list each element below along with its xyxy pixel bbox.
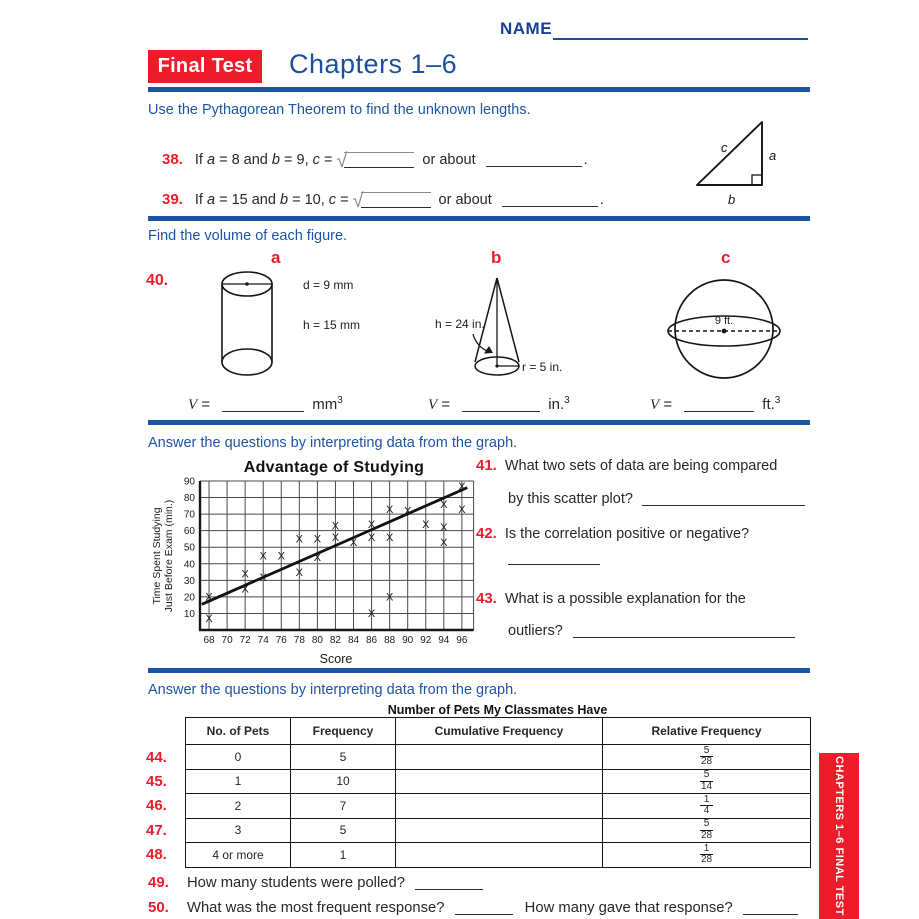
question-49: 49. How many students were polled? — [148, 874, 483, 891]
question-41-number: 41. — [476, 457, 497, 474]
figure-c-letter: c — [721, 248, 731, 267]
chart-ylabel-line2: Just Before Exam (min.) — [163, 499, 175, 613]
svg-text:30: 30 — [183, 575, 195, 587]
chapter-side-tab-label: CHAPTERS 1–6 FINAL TEST — [833, 756, 845, 916]
svg-text:76: 76 — [275, 634, 287, 646]
svg-text:40: 40 — [183, 559, 195, 571]
svg-text:80: 80 — [183, 493, 195, 505]
triangle-label-b: b — [728, 192, 736, 207]
scatter-instruction: Answer the questions by interpreting data from the graph. — [148, 435, 518, 451]
question-49-number: 49. — [148, 874, 169, 891]
scatter-point: X — [458, 503, 466, 516]
cone-height-label: h = 24 in. — [435, 317, 485, 331]
cell-pets: 4 or more — [186, 843, 291, 868]
scatter-point: X — [313, 533, 322, 546]
scatter-point: X — [331, 520, 340, 533]
scatter-point: X — [295, 533, 304, 546]
col-header-frequency: Frequency — [291, 718, 396, 745]
svg-text:86: 86 — [366, 634, 378, 646]
chart-plot-area — [184, 477, 474, 646]
cone-figure — [415, 262, 595, 392]
radical-answer-blank[interactable]: √ — [336, 152, 414, 168]
volume-answer-c: V = ft.$^3$ — [650, 395, 781, 413]
col-header-pets: No. of Pets — [186, 718, 291, 745]
cell-frequency: 5 — [291, 818, 396, 843]
chart-ylabel-line1: Time Spent Studying — [151, 507, 163, 605]
svg-text:72: 72 — [239, 634, 251, 646]
chart-xlabel: Score — [319, 652, 353, 666]
question-41: 41. What two sets of data are being compared — [476, 457, 778, 474]
svg-text:20: 20 — [183, 592, 195, 604]
cell-frequency: 5 — [291, 745, 396, 770]
cell-relative-frequency: $\frac{5}{28}$ — [603, 818, 811, 843]
question-43: 43. What is a possible explanation for the — [476, 590, 746, 607]
scatter-point: X — [440, 498, 448, 511]
svg-text:70: 70 — [183, 509, 195, 521]
svg-text:50: 50 — [183, 542, 195, 554]
question-41-line2: by this scatter plot? — [508, 491, 805, 507]
sphere-diameter-label: 9 ft. — [714, 315, 734, 327]
row-number-label: 47. — [146, 821, 167, 839]
pythagorean-instruction: Use the Pythagorean Theorem to find the unknown lengths. — [148, 102, 531, 118]
scatter-point: X — [313, 551, 322, 564]
scatter-point: X — [259, 571, 267, 584]
answer-blank[interactable] — [743, 901, 798, 915]
table-title: Number of Pets My Classmates Have — [387, 703, 608, 717]
cell-cumulative[interactable] — [396, 745, 603, 770]
scatter-point: X — [385, 503, 394, 516]
volume-answer-a: $V = mm^3$ — [188, 395, 343, 413]
scatter-point: X — [422, 518, 430, 531]
scatter-point: X — [458, 480, 466, 493]
cell-pets: 0 — [186, 745, 291, 770]
page-title: Chapters 1–6 — [289, 49, 458, 79]
answer-blank[interactable] — [486, 153, 582, 167]
scatter-point: X — [367, 518, 376, 531]
pets-table-wrap — [185, 717, 811, 868]
svg-text:90: 90 — [183, 476, 195, 488]
col-header-relative: Relative Frequency — [603, 718, 811, 745]
answer-blank[interactable] — [415, 876, 483, 890]
question-50-number: 50. — [148, 899, 169, 916]
answer-blank[interactable] — [642, 492, 805, 506]
scatter-chart — [148, 456, 480, 670]
svg-text:96: 96 — [456, 634, 468, 646]
cell-relative-frequency: $\frac{5}{28}$ — [603, 745, 811, 770]
right-angle-marker — [752, 175, 762, 185]
right-triangle-figure — [688, 112, 810, 212]
name-label: NAME — [500, 19, 553, 38]
cylinder-figure — [185, 262, 410, 390]
question-42-number: 42. — [476, 525, 497, 542]
scatter-point: X — [440, 537, 448, 550]
svg-text:94: 94 — [438, 634, 450, 646]
svg-text:10: 10 — [183, 608, 195, 620]
col-header-cumulative: Cumulative Frequency — [396, 718, 603, 745]
cell-cumulative[interactable] — [396, 818, 603, 843]
triangle-label-a: a — [769, 148, 777, 163]
volume-instruction: Find the volume of each figure. — [148, 228, 348, 244]
table-header-row — [186, 718, 811, 745]
triangle-label-c: c — [721, 140, 728, 155]
svg-text:60: 60 — [183, 526, 195, 538]
cell-cumulative[interactable] — [396, 769, 603, 794]
svg-text:74: 74 — [257, 634, 269, 646]
cell-relative-frequency: $\frac{5}{14}$ — [603, 769, 811, 794]
question-42-blank-row — [508, 549, 600, 567]
cell-relative-frequency: $\frac{1}{4}$ — [603, 794, 811, 819]
cylinder-height-label: h = 15 mm — [303, 318, 361, 332]
chapter-side-tab — [819, 753, 859, 919]
svg-text:88: 88 — [384, 634, 396, 646]
answer-blank[interactable] — [455, 901, 513, 915]
cell-relative-frequency: $\frac{1}{28}$ — [603, 843, 811, 868]
table-row — [186, 745, 811, 770]
scatter-point: X — [385, 591, 394, 604]
answer-blank[interactable] — [508, 551, 600, 565]
answer-blank[interactable] — [684, 398, 754, 412]
table-row — [186, 794, 811, 819]
sphere-figure — [655, 262, 805, 397]
divider-rule-1 — [148, 87, 810, 92]
table-instruction: Answer the questions by interpreting data from the graph. — [148, 682, 518, 698]
scatter-point: X — [277, 550, 285, 563]
scatter-point: X — [404, 505, 412, 518]
cell-pets: 1 — [186, 769, 291, 794]
cone-radius-label: r = 5 in. — [522, 360, 563, 374]
scatter-point: X — [385, 532, 394, 545]
svg-text:84: 84 — [347, 634, 360, 646]
question-38: 38. If a = 8 and b = 9, c = √ or about . — [162, 150, 588, 172]
svg-text:68: 68 — [203, 634, 215, 646]
divider-rule-3 — [148, 420, 810, 425]
scatter-point: X — [205, 613, 213, 626]
scatter-point: X — [331, 532, 340, 545]
cell-pets: 3 — [186, 818, 291, 843]
question-43-number: 43. — [476, 590, 497, 607]
question-50: 50. What was the most frequent response? How many gave that response? — [148, 899, 798, 916]
cell-frequency: 10 — [291, 769, 396, 794]
scatter-point: X — [440, 522, 448, 535]
svg-text:90: 90 — [402, 634, 414, 646]
svg-text:70: 70 — [221, 634, 233, 646]
cell-frequency: 1 — [291, 843, 396, 868]
figure-a-letter: a — [271, 248, 281, 267]
question-38-number: 38. — [162, 151, 183, 168]
cell-pets: 2 — [186, 794, 291, 819]
cylinder-diameter-label: d = 9 mm — [303, 278, 354, 292]
question-39: 39. If a = 15 and b = 10, c = √ or about . — [162, 190, 604, 212]
svg-text:80: 80 — [311, 634, 323, 646]
answer-blank[interactable] — [502, 193, 598, 207]
scatter-point: X — [367, 608, 376, 621]
row-number-label: 48. — [146, 845, 167, 863]
pets-table-body — [186, 745, 811, 868]
scatter-point: X — [349, 537, 358, 550]
svg-text:78: 78 — [293, 634, 305, 646]
question-42: 42. Is the correlation positive or negative? — [476, 525, 750, 542]
scatter-point: X — [205, 591, 213, 604]
scatter-point: X — [259, 550, 267, 563]
answer-blank[interactable] — [573, 624, 795, 638]
volume-answer-b: V = in.$^3$ — [428, 395, 570, 413]
table-row — [186, 769, 811, 794]
answer-blank[interactable] — [222, 398, 304, 412]
cell-frequency: 7 — [291, 794, 396, 819]
cell-cumulative[interactable] — [396, 794, 603, 819]
row-number-label: 46. — [146, 797, 167, 815]
pets-frequency-table — [185, 717, 811, 868]
question-39-number: 39. — [162, 191, 183, 208]
scatter-point: X — [295, 566, 304, 579]
scatter-point: X — [367, 532, 376, 545]
divider-rule-2 — [148, 216, 810, 221]
cell-cumulative[interactable] — [396, 843, 603, 868]
scatter-point: X — [241, 568, 249, 581]
name-blank-line[interactable] — [553, 18, 808, 40]
scatter-point: X — [241, 583, 249, 596]
table-row-numbers — [146, 745, 167, 866]
final-test-badge — [148, 50, 262, 83]
table-row — [186, 843, 811, 868]
row-number-label: 44. — [146, 748, 167, 766]
radical-answer-blank[interactable]: √ — [353, 192, 431, 208]
divider-rule-4 — [148, 668, 810, 673]
question-43-line2: outliers? — [508, 623, 795, 639]
table-row — [186, 818, 811, 843]
answer-blank[interactable] — [462, 398, 540, 412]
svg-text:92: 92 — [420, 634, 432, 646]
row-number-label: 45. — [146, 772, 167, 790]
svg-text:82: 82 — [329, 634, 342, 646]
chart-title: Advantage of Studying — [243, 459, 425, 476]
question-40-number: 40. — [146, 272, 169, 289]
figure-b-letter: b — [491, 248, 502, 267]
final-test-badge-label: Final Test — [157, 55, 253, 77]
